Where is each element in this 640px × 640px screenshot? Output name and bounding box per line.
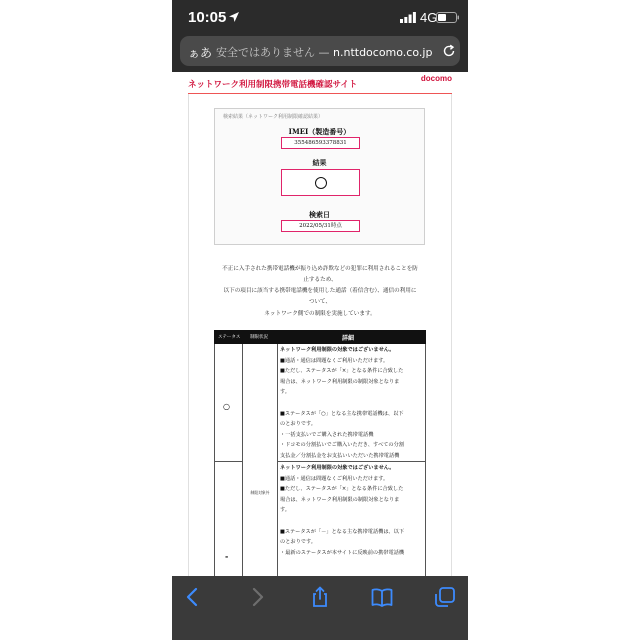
search-result-panel [214, 108, 425, 245]
back-icon[interactable] [182, 586, 204, 608]
detail-line: す。 [280, 389, 290, 396]
address-bar[interactable] [180, 36, 460, 66]
detail-line: ・最新のステータスが本サイトに反映前の携帯電話機 [280, 549, 405, 556]
row-status-value: - [225, 552, 229, 561]
detail-line: す。 [280, 507, 290, 514]
bookmarks-icon[interactable] [371, 586, 393, 608]
notice-line: ネットワーク側での制限を実施しています。 [264, 311, 376, 317]
tabs-icon[interactable] [434, 586, 456, 608]
header-status: ステータス [218, 335, 241, 340]
detail-line [280, 517, 424, 528]
status-bar [172, 0, 468, 34]
detail-line: ■ただし、ステータスが「×」となる条件に合致した [280, 368, 404, 375]
detail-line: 場合は、ネットワーク利用制限の制限対象となりま [280, 496, 400, 503]
detail-line: ■ステータスが「－」となる主な携帯電話機は、以下 [280, 528, 405, 535]
detail-line: ネットワーク利用制限の対象ではございません。 [280, 465, 395, 471]
detail-line: のとおりです。 [280, 539, 316, 546]
result-caption: 検索結果（ネットワーク利用制限確認結果） [223, 114, 324, 120]
detail-line: ■通話・通信は問題なくご利用いただけます。 [280, 475, 389, 482]
notice-line: 以下の項目に該当する携帯電話機を使用した通話（着信含む）、通信の利用に [223, 288, 417, 294]
location-arrow-icon [228, 11, 240, 23]
result-value-box [281, 169, 360, 196]
status-time: 10:05 [188, 9, 227, 26]
detail-line: 場合は、ネットワーク利用制限の制限対象となりま [280, 378, 400, 385]
battery-icon [436, 12, 460, 23]
grid-line [242, 344, 243, 576]
site-title: ネットワーク利用制限携帯電話機確認サイト [188, 80, 358, 90]
detail-line: ■ただし、ステータスが「×」となる条件に合致した [280, 486, 404, 493]
notice-line: ついて、 [308, 299, 332, 305]
row-restriction-value: 制限対象外 [250, 490, 270, 495]
row-details [280, 464, 424, 559]
detail-line: のとおりです。 [280, 421, 316, 428]
result-label: 結果 [312, 158, 327, 167]
site-header [188, 72, 452, 94]
security-warning: 安全ではありません — [216, 46, 333, 59]
reload-icon[interactable] [442, 44, 456, 58]
row-status-value: ○ [223, 402, 230, 411]
text-size-button[interactable]: ぁあ [188, 46, 213, 60]
grid-line [214, 344, 215, 576]
header-restriction: 制限状況 [250, 335, 268, 340]
share-icon[interactable] [309, 586, 331, 608]
signal-bars-icon [400, 12, 416, 23]
result-circle-icon [315, 177, 327, 189]
forward-icon[interactable] [246, 586, 268, 608]
page-border-left [188, 94, 189, 576]
url-host: n.nttdocomo.co.jp [333, 46, 433, 59]
grid-line [277, 344, 278, 576]
imei-value: 355486593378831 [281, 137, 360, 149]
row-details [280, 346, 424, 463]
docomo-logo[interactable]: docomo [420, 74, 452, 83]
url-field[interactable] [216, 44, 438, 60]
network-type: 4G [420, 10, 438, 25]
detail-line: ■ステータスが「○」となる主な携帯電話機は、以下 [280, 410, 404, 417]
detail-line: ・ドコモの分割払いでご購入いただき、すべての分割 [280, 442, 404, 449]
phone-screen [172, 0, 468, 640]
web-page [172, 72, 468, 576]
grid-line [214, 461, 243, 462]
page-border-right [451, 94, 452, 576]
grid-line [425, 344, 426, 576]
notice-line: 不正に入手された携帯電話機が振り込め詐欺などの犯罪に利用されることを防 [222, 266, 418, 272]
header-details: 詳細 [342, 335, 355, 342]
detail-line [280, 399, 424, 410]
detail-line: ネットワーク利用制限の対象ではございません。 [280, 347, 395, 353]
imei-label: IMEI（製造番号） [288, 127, 351, 136]
detail-line: ■通話・通信は問題なくご利用いただけます。 [280, 357, 389, 364]
table-header [214, 330, 426, 344]
notice-line: 止するため、 [303, 277, 337, 283]
search-date-value: 2022/05/31時点 [281, 220, 360, 232]
detail-line: ・一括支払いでご購入された携帯電話機 [280, 431, 374, 438]
detail-line: 支払金／分割払金をお支払いいただいた携帯電話機 [280, 452, 400, 459]
search-date-label: 検索日 [309, 210, 330, 219]
browser-toolbar [172, 576, 468, 640]
status-table [214, 330, 426, 576]
